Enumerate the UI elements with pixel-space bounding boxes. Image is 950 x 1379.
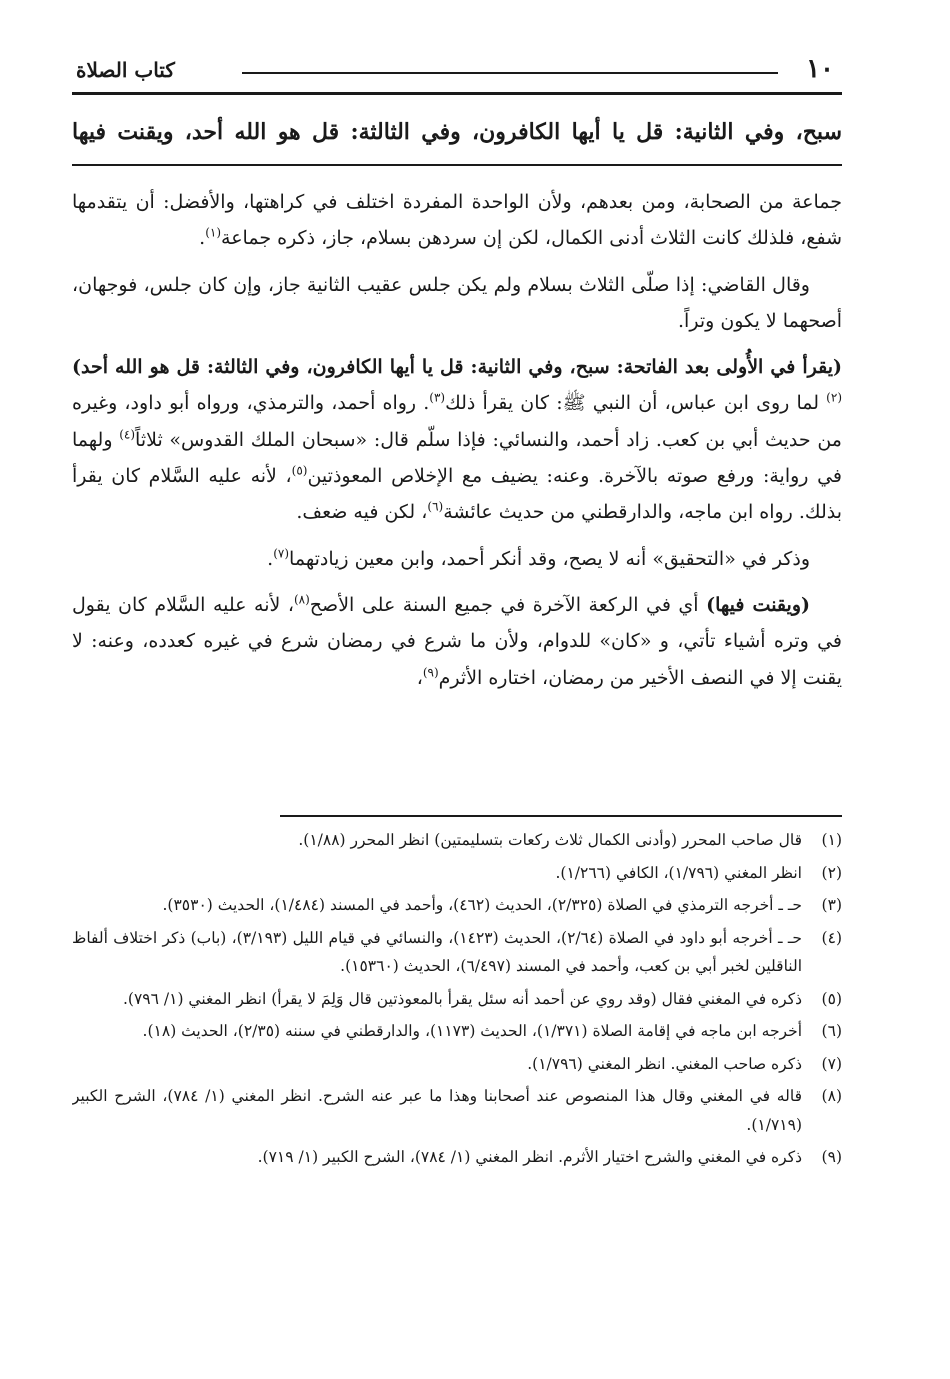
footnote-ref-7: (٧) [273, 546, 290, 561]
footnote-text: أخرجه ابن ماجه في إقامة الصلاة (١/٣٧١)، الحديث (١١٧٣)، والدارقطني في سننه (٢/٣٥)، الحديث (١٨). [142, 1022, 802, 1040]
footnote [72, 985, 842, 1014]
footnote-number: (٨) [821, 1087, 842, 1105]
footnote-number: (٣) [821, 896, 842, 914]
paragraph-3-a: لما روى ابن عباس، أن النبي ﷺ: كان يقرأ ذلك [445, 392, 827, 415]
paragraph-3-d: ، لأنه عليه السَّلام كان يقرأ بذلك. رواه ابن ماجه، والدارقطني من حديث عائشة [72, 465, 842, 524]
paragraph-1-text: جماعة من الصحابة، ومن بعدهم، ولأن الواحدة المفردة اختلف في كراهتها، والأفضل: أن يتقدمها شفع، فلذلك كانت الثلاث أدنى الكمال، لكن إن سردهن بسلام، جاز، ذكره جماعة [72, 191, 842, 250]
paragraph-3 [72, 349, 842, 530]
paragraph-2: وقال القاضي: إذا صلّى الثلاث بسلام ولم يكن جلس عقيب الثانية جاز، وإن كان جلس، فوجهان، أصحهما لا يكون وتراً. [72, 273, 842, 332]
footnote-ref-8: (٨) [293, 592, 310, 607]
paragraph-5 [72, 587, 842, 696]
footnote-number: (٢) [821, 863, 842, 882]
footnote-ref-9: (٩) [422, 665, 439, 680]
footnote-number: (٦) [821, 1022, 842, 1040]
footnote-ref-3: (٣) [429, 391, 446, 406]
footnote-text: ذكره في المغني والشرح اختيار الأثرم. انظر المغني (١/ ٧٨٤)، الشرح الكبير (١/ ٧١٩). [257, 1148, 802, 1166]
footnote-text: ذكره في المغني فقال (وقد روي عن أحمد أنه سئل يقرأ بالمعوذتين قال وَلِمَ لا يقرأ) انظر المغني (١/ ٧٩٦). [123, 989, 802, 1008]
paragraph-3-c: ولهما في رواية: ورفع صوته بالآخرة. وعنه: يضيف مع الإخلاص المعوذتين [72, 428, 842, 488]
footnote [72, 1143, 842, 1172]
running-title: كتاب الصلاة [76, 58, 175, 82]
paragraph-1-end: . [199, 227, 206, 250]
footnote-ref-1: (١) [205, 225, 222, 240]
paragraph-4-end: . [267, 547, 274, 570]
paragraph-4 [72, 541, 842, 577]
footnote [72, 826, 842, 855]
matn-quote-1: (يقرأ في الأُولى بعد الفاتحة: سبح، وفي الثانية: قل يا أيها الكافرون، وفي الثالثة: قل هو الله أحد) [72, 356, 842, 379]
footnote-ref-6: (٦) [427, 500, 444, 515]
footnote-text: قال صاحب المحرر (وأدنى الكمال ثلاث ركعات بتسليمتين) انظر المحرر (١/٨٨). [298, 831, 802, 849]
commentary-body [72, 184, 842, 810]
footnote-text: حـ ـ أخرجه الترمذي في الصلاة (٢/٣٢٥)، الحديث (٤٦٢)، وأحمد في المسند (١/٤٨٤)، الحديث (٣٥٣٠). [162, 896, 802, 914]
footnote-text: انظر المغني (١/٧٩٦)، الكافي (١/٢٦٦). [555, 863, 802, 882]
paragraph-5-a: أي في الركعة الآخرة في جميع السنة على الأصح [309, 593, 707, 616]
paragraph-3-b: . رواه أحمد، والترمذي، ورواه أبو داود، وغيره من حديث أبي بن كعب. زاد أحمد، والنسائي: فإذا سلّم قال: «سبحان الملك القدوس» ثلاثاً [72, 392, 842, 451]
paragraph-4-text: وذكر في «التحقيق» أنه لا يصح، وقد أنكر أحمد، وابن معين زيادتهما [289, 547, 810, 570]
footnote-number: (٤) [821, 928, 842, 947]
footnote-text: حـ ـ أخرجه أبو داود في الصلاة (٢/٦٤)، الحديث (١٤٢٣)، والنسائي في قيام الليل (٣/١٩٣)، (باب) ذكر اختلاف ألفاظ الناقلين لخبر أبي بن كعب، وأحمد في المسند (٦/٤٩٧)، الحديث (١٥٣٦٠). [72, 928, 803, 975]
paragraph-5-end: ، [416, 666, 423, 689]
footnote-ref-4: (٤) [119, 427, 136, 442]
footnote-text: ذكره صاحب المغني. انظر المغني (١/٧٩٦). [527, 1054, 802, 1073]
footnote-ref-5: (٥) [291, 463, 308, 478]
footnote [72, 1050, 842, 1079]
paragraph-5-b: ، لأنه عليه السَّلام كان يقول في وتره أشياء تأتي، و «كان» للدوام، ولأن ما شرع في رمضان شرع في غيره كعدده، وعنه: لا يقنت إلا في النصف الأخير من رمضان، اختاره الأثرم [72, 593, 842, 689]
matn-quote-2: (ويقنت فيها) [706, 593, 810, 616]
footnote [72, 924, 842, 981]
matn-text: سبح، وفي الثانية: قل يا أيها الكافرون، وفي الثالثة: قل هو الله أحد، ويقنت فيها [72, 100, 842, 166]
paragraph-1 [72, 184, 842, 257]
footnotes [72, 826, 842, 1316]
header-rule [242, 72, 778, 74]
footnote [72, 1082, 842, 1139]
footnote-separator [280, 815, 842, 817]
paragraph-3-e: ، لكن فيه ضعف. [296, 501, 428, 524]
page-header [72, 52, 842, 95]
footnote-number: (٧) [821, 1054, 842, 1073]
page-number: ١٠ [806, 54, 834, 84]
footnote-text: قاله في المغني وقال هذا المنصوص عند أصحابنا وهذا ما عبر عنه الشرح. انظر المغني (١/ ٧٨٤)، الشرح الكبير (١/٧١٩). [72, 1087, 802, 1134]
footnote [72, 1017, 842, 1046]
footnote-number: (٥) [821, 989, 842, 1008]
footnote [72, 859, 842, 888]
footnote-number: (٩) [821, 1148, 842, 1166]
footnote-ref-2: (٢) [826, 391, 842, 406]
footnote [72, 891, 842, 920]
footnote-number: (١) [821, 831, 842, 849]
